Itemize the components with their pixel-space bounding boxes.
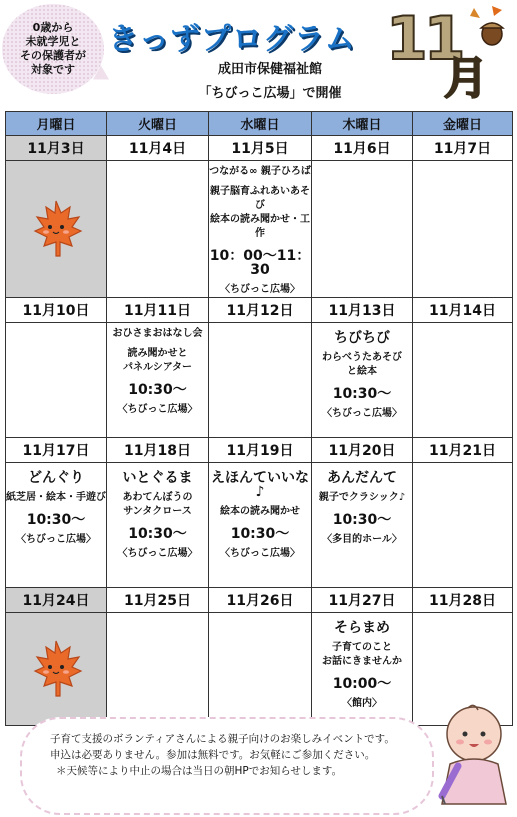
month-number: 11	[386, 4, 462, 74]
event-cell-wednesday	[209, 463, 312, 588]
header-tuesday: 火曜日	[107, 112, 209, 136]
event-location: 〈ちびっこ広場〉	[16, 534, 96, 545]
event-cell-monday	[6, 161, 107, 298]
notice-box	[20, 717, 434, 815]
event-cell-monday	[6, 613, 107, 726]
event-desc: 親子でクラシック♪	[318, 492, 406, 503]
event-time: 10:30～	[128, 526, 187, 542]
event-cell-thursday	[312, 323, 413, 438]
event-location: 〈ちびっこ広場〉	[220, 548, 300, 559]
date-cell-tuesday: 11月11日	[107, 298, 209, 323]
date-cell-wednesday: 11月19日	[209, 438, 312, 463]
event-desc: 紙芝居・絵本・手遊び	[6, 492, 106, 503]
event-location: 〈ちびっこ広場〉	[322, 408, 402, 419]
event-title: えほんていいな♪	[211, 470, 309, 500]
event-title: いとぐるま	[122, 470, 193, 486]
calendar-table	[5, 111, 513, 726]
event-desc: わらべうたあそび	[322, 352, 402, 363]
baby-illustration	[432, 700, 514, 812]
event-time: 10:30～	[26, 512, 86, 528]
maple-leaf-icon	[28, 637, 84, 697]
event-location: 〈ちびっこ広場〉	[117, 548, 198, 559]
event-location: 〈館内〉	[342, 698, 382, 709]
notice-line: 申込は必要ありません。参加は無料です。お気軽にご参加ください。	[50, 749, 376, 761]
event-cell-wednesday	[209, 613, 312, 726]
event-cell-thursday	[312, 463, 413, 588]
bubble-line: 未就学児と	[25, 35, 81, 48]
event-cell-monday	[6, 323, 107, 438]
date-cell-friday: 11月28日	[413, 588, 513, 613]
event-time: 10:30～	[332, 386, 392, 402]
date-cell-monday: 11月3日	[6, 136, 107, 161]
event-location: 〈ちびっこ広場〉	[220, 284, 300, 295]
target-bubble	[2, 4, 104, 94]
event-cell-wednesday	[209, 323, 312, 438]
date-cell-monday: 11月17日	[6, 438, 107, 463]
event-cell-tuesday	[107, 323, 209, 438]
event-cell-tuesday	[107, 463, 209, 588]
event-desc: 親子脳育ふれあいあそび	[210, 186, 310, 211]
event-time: 10:00～	[332, 676, 392, 692]
event-desc: 絵本の読み聞かせ	[220, 506, 300, 517]
event-time: 10:30～	[128, 382, 187, 398]
page-title: きっずプログラム	[108, 22, 356, 57]
date-cell-thursday: 11月20日	[312, 438, 413, 463]
event-desc: お話にきませんか	[322, 656, 402, 667]
event-cell-thursday	[312, 161, 413, 298]
date-cell-tuesday: 11月18日	[107, 438, 209, 463]
event-desc: あわてんぼうの	[122, 492, 193, 503]
event-location: 〈多目的ホール〉	[322, 534, 402, 545]
notice-line: ＊天候等により中止の場合は当日の朝HPでお知らせします。	[56, 765, 343, 777]
header-monday: 月曜日	[6, 112, 107, 136]
month-kanji: 月	[444, 53, 488, 104]
date-cell-thursday: 11月13日	[312, 298, 413, 323]
event-cell-wednesday	[209, 161, 312, 298]
bubble-line: その保護者が	[20, 49, 86, 62]
event-time: 10:30～	[230, 526, 290, 542]
event-desc: パネルシアター	[122, 362, 193, 373]
event-desc: 絵本の読み聞かせ・工作	[210, 214, 310, 239]
event-title: そらまめ	[334, 620, 390, 636]
event-cell-tuesday	[107, 613, 209, 726]
event-cell-monday	[6, 463, 107, 588]
event-desc: おひさまおはなし会	[112, 328, 203, 339]
event-cell-friday	[413, 323, 513, 438]
event-title: あんだんて	[327, 470, 397, 486]
event-cell-thursday	[312, 613, 413, 726]
event-time: 10：00～11：30	[209, 248, 311, 278]
event-desc: つながる∞ 親子ひろば	[209, 166, 311, 177]
date-cell-tuesday: 11月4日	[107, 136, 209, 161]
venue-name: 成田市保健福祉館	[217, 62, 322, 77]
event-title: ちびちび	[334, 330, 390, 346]
bubble-line: 0歳から	[32, 21, 74, 34]
event-cell-friday	[413, 161, 513, 298]
venue-place: 「ちびっこ広場」で開催	[198, 86, 342, 101]
date-cell-friday: 11月21日	[413, 438, 513, 463]
acorn-leaf-icon	[466, 4, 510, 46]
maple-leaf-icon	[28, 197, 84, 257]
header-thursday: 木曜日	[312, 112, 413, 136]
date-cell-wednesday: 11月26日	[209, 588, 312, 613]
header-wednesday: 水曜日	[209, 112, 312, 136]
date-cell-wednesday: 11月12日	[209, 298, 312, 323]
date-cell-friday: 11月14日	[413, 298, 513, 323]
header-friday: 金曜日	[413, 112, 513, 136]
event-location: 〈ちびっこ広場〉	[117, 404, 198, 415]
event-title: どんぐり	[28, 470, 84, 486]
date-cell-thursday: 11月6日	[312, 136, 413, 161]
event-desc: 子育てのこと	[332, 642, 392, 653]
event-time: 10:30～	[332, 512, 392, 528]
date-cell-tuesday: 11月25日	[107, 588, 209, 613]
date-cell-friday: 11月7日	[413, 136, 513, 161]
date-cell-monday: 11月24日	[6, 588, 107, 613]
date-cell-monday: 11月10日	[6, 298, 107, 323]
event-desc: 読み聞かせと	[127, 348, 188, 359]
event-cell-friday	[413, 463, 513, 588]
notice-line: 子育て支援のボランティアさんによる親子向けのお楽しみイベントです。	[50, 733, 395, 745]
date-cell-thursday: 11月27日	[312, 588, 413, 613]
event-desc: サンタクロース	[123, 506, 192, 517]
event-cell-tuesday	[107, 161, 209, 298]
event-desc: と絵本	[347, 366, 377, 377]
bubble-line: 対象です	[31, 63, 75, 76]
date-cell-wednesday: 11月5日	[209, 136, 312, 161]
